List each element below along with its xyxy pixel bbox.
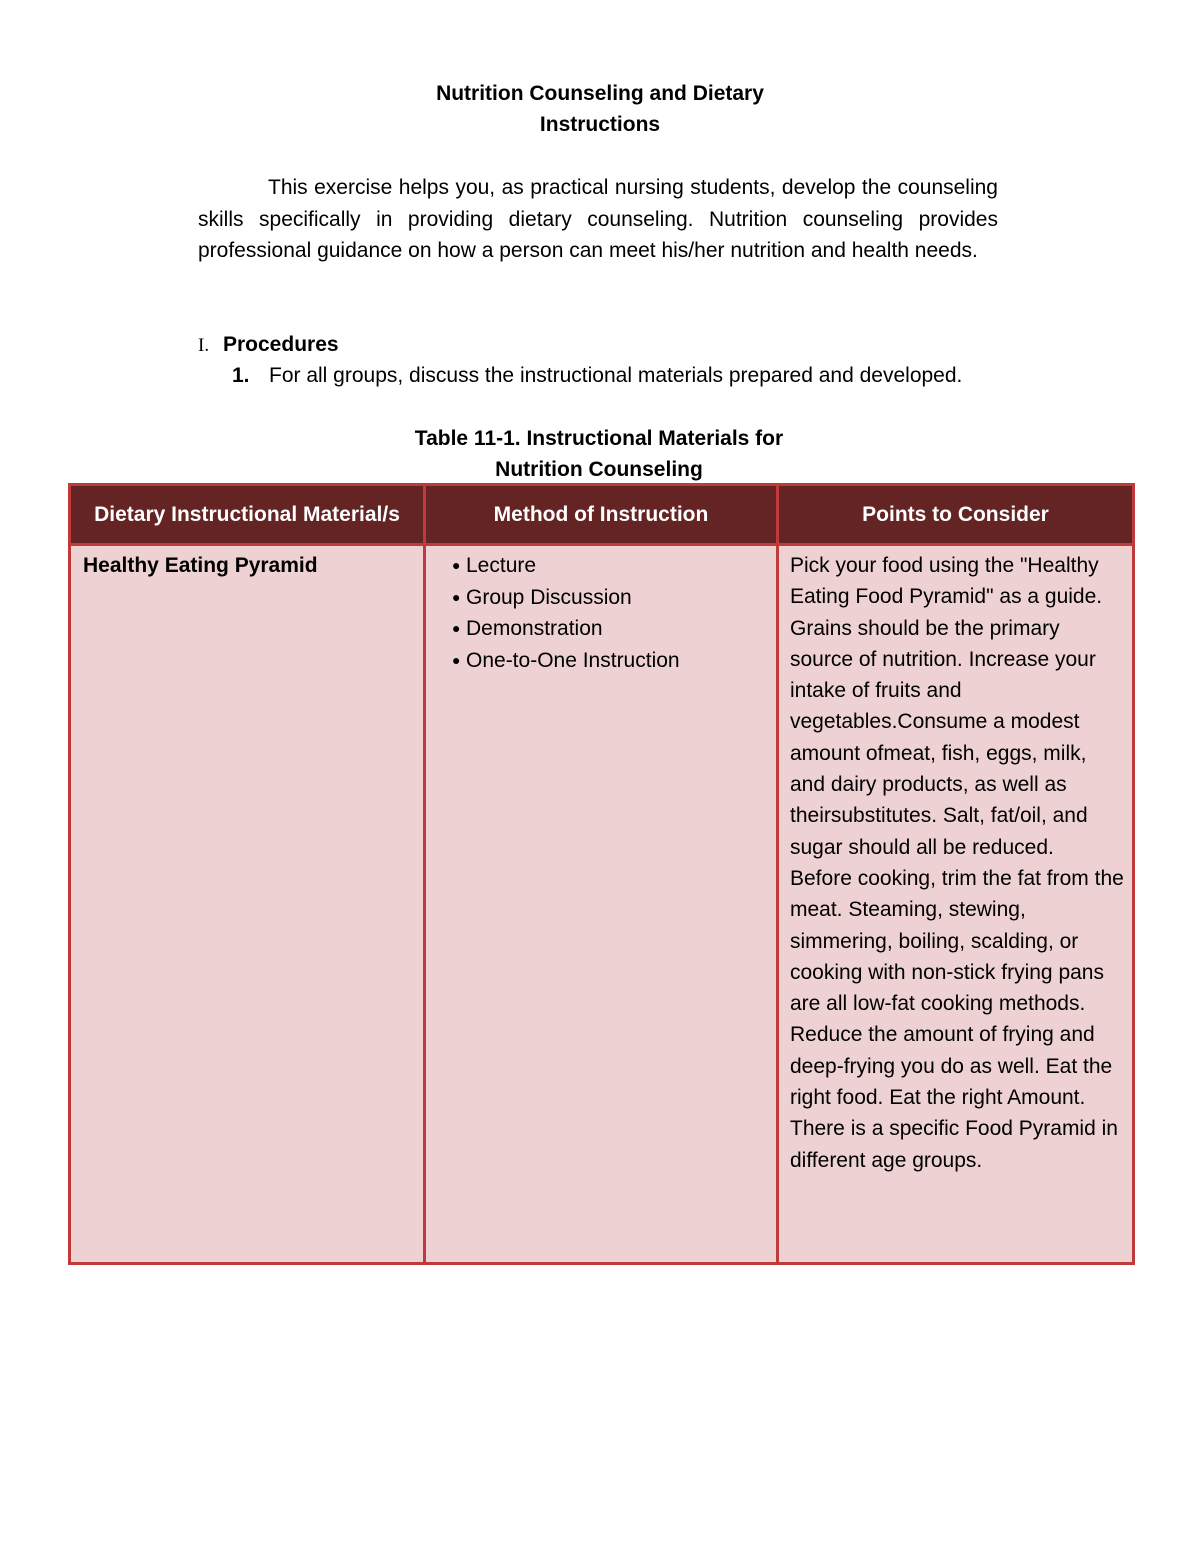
- document-title-line-1: Nutrition Counseling and Dietary: [436, 82, 764, 105]
- column-header-material: Dietary Instructional Material/s: [70, 485, 425, 545]
- method-item-label: One-to-One Instruction: [466, 648, 680, 672]
- method-item: [452, 550, 766, 582]
- document-title-line-2: Instructions: [539, 113, 661, 136]
- points-paragraph-1: Pick your food using the "Healthy Eating Food Pyramid" as a guide. Grains should be the primary source of nutrition. Increase your intake of fruits and vegetables.Consume a modest amount ofmeat, fish, eggs, milk, and dairy products, as well as theirsubstitutes. Salt, fat/oil, and sugar should all be reduced.: [790, 554, 1103, 859]
- column-header-method: Method of Instruction: [425, 485, 778, 545]
- bullet-icon: ●: [452, 588, 461, 605]
- points-paragraph-2: Before cooking, trim the fat from the meat. Steaming, stewing, simmering, boiling, scalding, or cooking with non-stick frying pans are all low-fat cooking methods. Reduce the amount of frying and deep-frying you do as well. Eat the right food. Eat the right Amount. There is a specific Food Pyramid in different age groups.: [790, 866, 1124, 1172]
- table-caption-line-2: Nutrition Counseling: [495, 458, 703, 481]
- method-item-label: Lecture: [466, 554, 537, 577]
- document-title: [0, 78, 1200, 140]
- bullet-icon: ●: [452, 557, 461, 573]
- bullet-icon: ●: [452, 651, 461, 668]
- method-item-label: Demonstration: [466, 617, 603, 640]
- column-header-points: Points to Consider: [778, 485, 1134, 545]
- procedure-step: [232, 360, 962, 391]
- step-number: 1.: [232, 364, 250, 387]
- section-numeral: I.: [198, 335, 210, 356]
- table-header-row: [70, 485, 1134, 545]
- method-item-label: Group Discussion: [466, 585, 632, 609]
- method-cell: [425, 545, 778, 1264]
- method-list: [438, 550, 766, 676]
- table-caption-line-1: Table 11-1. Instructional Materials for: [414, 427, 784, 450]
- instructional-materials-table: [68, 483, 1135, 1265]
- points-cell: [778, 545, 1134, 1264]
- method-item: [452, 645, 766, 677]
- table-row: [70, 545, 1134, 1264]
- table-caption: [0, 423, 1198, 485]
- step-text: For all groups, discuss the instructional materials prepared and developed.: [269, 364, 963, 387]
- procedures-heading: [198, 329, 339, 361]
- bullet-icon: ●: [452, 620, 461, 636]
- material-cell: Healthy Eating Pyramid: [70, 545, 425, 1264]
- intro-paragraph: This exercise helps you, as practical nursing students, develop the counseling skills specifically in providing dietary counseling. Nutrition counseling provides professional guidance on how a person can meet his/her nutrition and health needs.: [198, 176, 998, 262]
- method-item: [452, 613, 766, 645]
- section-heading-text: Procedures: [223, 333, 339, 356]
- method-item: [452, 582, 766, 614]
